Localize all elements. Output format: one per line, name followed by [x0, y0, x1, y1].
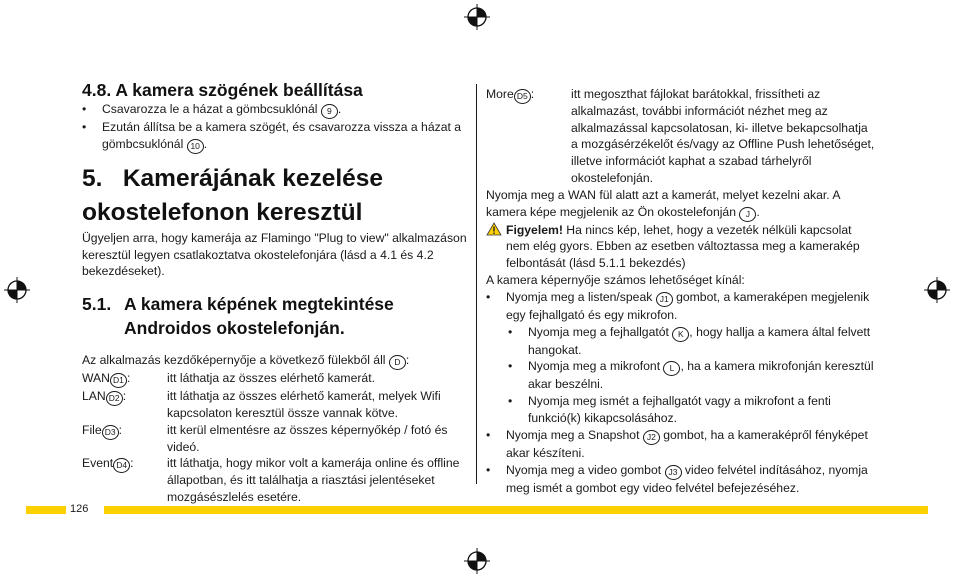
section-5-1-title: 5.1. A kamera képének megtekintése Androidos okostelefonján. [82, 294, 394, 339]
callout-D4-icon: D4 [113, 458, 130, 473]
wan-instruction: Nyomja meg a WAN fül alatt azt a kamerát, melyet kezelni akar. A kamera képe megjelenik az Ön okostelefonján J . [486, 187, 876, 222]
registration-mark-right-icon [924, 277, 950, 303]
section-5-intro: Ügyeljen arra, hogy kamerája az Flamingo "Plug to view" alkalmazáson keresztül legyen csatlakoztatva okostelefonjára (lásd a 4.1 és 4.2 bekezdéseket). [82, 230, 467, 279]
callout-J1-icon: J1 [656, 292, 673, 307]
callout-J2-icon: J2 [643, 430, 660, 445]
callout-K-icon: K [672, 327, 689, 342]
list-item: • Nyomja meg a mikrofont L , ha a kamera mikrofonján keresztül akar beszélni. [508, 359, 874, 392]
callout-D-icon: D [389, 355, 406, 370]
tab-definition-more: More D5 : itt megoszthat fájlokat barátokkal, frissítheti az alkalmazást, további információt nézhet meg az alkalmazással kapcsolatosan, ki- illetve bekapcsolhatja a mozgásérzékelőt és/vagy az Offline Push lehetőséget, illetve információt kaphat a szabad tárhelyről okostelefonján. [486, 87, 875, 185]
callout-D3-icon: D3 [102, 425, 119, 440]
warning-note: Figyelem! Ha nincs kép, lehet, hogy a vezeték nélküli kapcsolat nem elég gyors. Ebben az esetben változtassa meg a kamerakép felbontását (lásd 5.1.1 bekezdés) [486, 222, 876, 272]
list-item: • Nyomja meg ismét a fejhallgatót vagy a mikrofont a fenti funkció(k) kikapcsolásához. [508, 394, 831, 425]
callout-J3-icon: J3 [665, 465, 682, 480]
callout-D2-icon: D2 [106, 391, 123, 406]
registration-mark-top-icon [464, 4, 490, 30]
callout-D1-icon: D1 [110, 373, 127, 388]
tab-definition-event: Event D4 : itt láthatja, hogy mikor volt a kamerája online és offline állapotban, és itt találhatja a riasztási jelentéseket mozgásészlelés esetére. [82, 456, 460, 504]
list-item: • Nyomja meg a Snapshot J2 gombot, ha a kameraképről fényképet akar készíteni. [486, 427, 868, 460]
section-4-8-title: 4.8. A kamera szögének beállítása [82, 80, 363, 100]
callout-9-icon: 9 [321, 104, 338, 119]
callout-10-icon: 10 [187, 139, 204, 154]
callout-L-icon: L [663, 361, 680, 376]
options-intro: A kamera képernyője számos lehetőséget kínál: [486, 272, 745, 287]
callout-D5-icon: D5 [514, 89, 531, 104]
tab-definition-file: File D3 : itt kerül elmentésre az összes képernyőkép / fotó és videó. [82, 422, 448, 454]
section-5-title: 5. Kamerájának kezelése okostelefonon keresztül [82, 164, 390, 226]
column-divider [476, 84, 477, 484]
list-item: • Nyomja meg a listen/speak J1 gombot, a kameraképen megjelenik egy fejhallgató és egy mikrofon. [486, 289, 870, 322]
footer-bar-right [104, 506, 928, 514]
tab-definition-lan: LAN D2 : itt láthatja az összes elérhető kamerát, melyek Wifi kapcsolaton keresztül össze vannak kötve. [82, 389, 441, 420]
footer-bar-left [26, 506, 66, 514]
list-item: • Ezután állítsa be a kamera szögét, és csavarozza vissza a házat a gömbcsuklónál 10 . [82, 119, 468, 154]
right-column [486, 86, 876, 496]
registration-mark-left-icon [4, 277, 30, 303]
left-column [82, 80, 468, 506]
list-item: • Csavarozza le a házat a gömbcsuklónál 9 . [82, 101, 468, 119]
callout-J-icon: J [739, 207, 756, 222]
list-item: • Nyomja meg a fejhallgatót K , hogy hallja a kamera által felvett hangokat. [508, 324, 871, 357]
registration-mark-bottom-icon [464, 548, 490, 574]
tab-definition-wan: WAN D1 : itt láthatja az összes elérhető kamerát. [82, 370, 468, 388]
warning-icon [486, 222, 502, 236]
tabs-intro: Az alkalmazás kezdőképernyője a következő fülekből áll D : [82, 352, 468, 370]
list-item: • Nyomja meg a video gombot J3 video felvétel indításához, nyomja meg ismét a gombot egy video felvétel befejezéséhez. [486, 462, 868, 495]
page-number: 126 [70, 503, 89, 515]
